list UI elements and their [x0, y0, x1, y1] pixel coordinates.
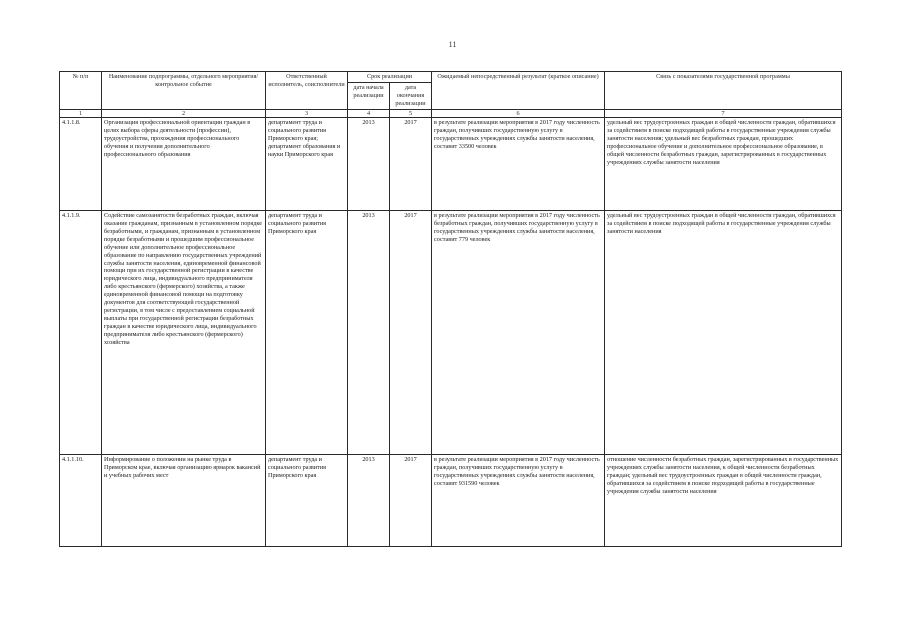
table-row — [60, 454, 842, 546]
column-number: 4 — [348, 109, 390, 117]
responsible-executor: департамент труда и социального развития Приморского края; департамент образования и науки Приморского края — [266, 117, 348, 210]
column-number: 1 — [60, 109, 102, 117]
row-number: 4.1.1.9. — [60, 210, 102, 454]
header-period: Срок реализации — [348, 72, 432, 83]
program-activities-table — [59, 71, 842, 547]
table-row — [60, 117, 842, 210]
indicator-link: удельный вес трудоустроенных граждан в общей численности граждан, обратившихся за содействием в поиске подходящей работы в государственные учреждения службы занятости населения; удельный вес безработных граждан, прошедших профессиональное обучение и дополнительное профессиональное образование, в общей численности безработных граждан, зарегистрированных в государственных учреждениях службы занятости населения — [605, 117, 842, 210]
column-number: 5 — [390, 109, 432, 117]
column-number: 7 — [605, 109, 842, 117]
page-number: 11 — [448, 40, 457, 49]
indicator-link: удельный вес трудоустроенных граждан в общей численности граждан, обратившихся за содействием в поиске подходящей работы в государственные учреждения службы занятости населения — [605, 210, 842, 454]
header-end-date: дата окончания реализации — [390, 82, 432, 109]
column-number: 2 — [102, 109, 266, 117]
row-number: 4.1.1.8. — [60, 117, 102, 210]
header-number: № п/п — [60, 72, 102, 110]
header-indicator-link: Связь с показателями государственной программы — [605, 72, 842, 110]
column-number: 3 — [266, 109, 348, 117]
expected-result: в результате реализации мероприятия в 2017 году численность граждан, получивших государственную услугу в государственных учреждениях службы занятости населения, составит 931590 человек — [432, 454, 605, 546]
row-number: 4.1.1.10. — [60, 454, 102, 546]
table-row — [60, 210, 842, 454]
column-number: 6 — [432, 109, 605, 117]
header-expected-result: Ожидаемый непосредственный результат (краткое описание) — [432, 72, 605, 110]
activity-name: Информирование о положении на рынке труда в Приморском крае, включая организацию ярмарок вакансий и учебных рабочих мест — [102, 454, 266, 546]
header-row — [60, 72, 842, 83]
header-start-date: дата начала реализации — [348, 82, 390, 109]
end-year: 2017 — [390, 117, 432, 210]
responsible-executor: департамент труда и социального развития Приморского края — [266, 210, 348, 454]
column-numbers-row — [60, 109, 842, 117]
activity-name: Организация профессиональной ориентации граждан в целях выбора сферы деятельности (профессии), трудоустройства, прохождения профессионального обучения и получения дополнительного профессионального образования — [102, 117, 266, 210]
responsible-executor: департамент труда и социального развития Приморского края — [266, 454, 348, 546]
header-activity-name: Наименование подпрограммы, отдельного мероприятия/ контрольное событие — [102, 72, 266, 110]
indicator-link: отношение численности безработных граждан, зарегистрированных в государственных учреждениях службы занятости населения, к общей численности безработных граждан; удельный вес трудоустроенных граждан в общей численности граждан, обратившихся за содействием в поиске подходящей работы в государственные учреждения службы занятости населения — [605, 454, 842, 546]
end-year: 2017 — [390, 210, 432, 454]
activity-name: Содействие самозанятости безработных граждан, включая оказание гражданам, признанным в установленном порядке безработными, и гражданам, признанным в установленном порядке безработными и прошедшим профессиональное обучение или дополнительное профессиональное образование по направлению государственных учреждений службы занятости населения, единовременной финансовой помощи при их государственной регистрации в качестве юридического лица, индивидуального предпринимателя либо крестьянского (фермерского) хозяйства, а также единовременной финансовой помощи на подготовку документов для соответствующей государственной регистрации, в том числе с предоставлением социальной выплаты при государственной регистрации безработных граждан в качестве юридического лица, индивидуального предпринимателя либо крестьянского (фермерского) хозяйства — [102, 210, 266, 454]
expected-result: в результате реализации мероприятия в 2017 году численность безработных граждан, получивших государственную услугу в государственных учреждениях службы занятости населения, составит 779 человек — [432, 210, 605, 454]
start-year: 2013 — [348, 210, 390, 454]
end-year: 2017 — [390, 454, 432, 546]
start-year: 2013 — [348, 117, 390, 210]
start-year: 2013 — [348, 454, 390, 546]
expected-result: в результате реализации мероприятия в 2017 году численность граждан, получивших государственную услугу в государственных учреждениях службы занятости населения, составит 33500 человек — [432, 117, 605, 210]
header-responsible: Ответственный исполнитель, соисполнители — [266, 72, 348, 110]
